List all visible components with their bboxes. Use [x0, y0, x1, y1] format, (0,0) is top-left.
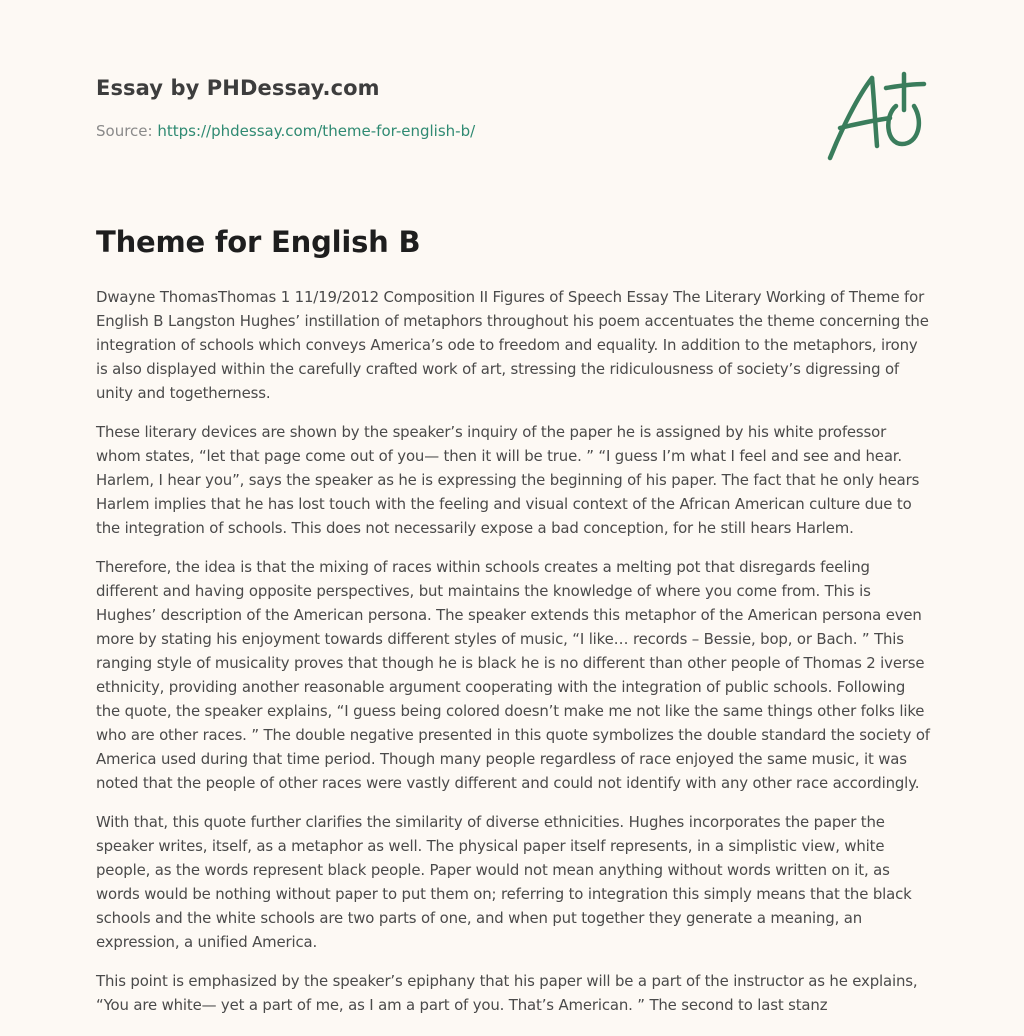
- source-link[interactable]: https://phdessay.com/theme-for-english-b/: [157, 122, 476, 140]
- page-header: [96, 76, 796, 140]
- paragraph: This point is emphasized by the speaker’s epiphany that his paper will be a part of the instructor as he explains, “You are white— yet a part of me, as I am a part of you. That’s American. ” The second to last stanz: [96, 972, 918, 1014]
- paragraph: Therefore, the idea is that the mixing of races within schools creates a melting pot that disregards feeling different and having opposite perspectives, but maintains the knowledge of where you come from. This is Hughes’ description of the American persona. The speaker extends this metaphor of the American persona even more by stating his enjoyment towards different styles of music, “I like… records – Bessie, bop, or Bach. ” This ranging style of musicality proves that though he is black he is no different than other people of Thomas 2 iverse ethnicity, providing another reasonable argument cooperating with the integration of public schools. Following the quote, the speaker explains, “I guess being colored doesn’t make me not like the same things other folks like who are other races. ” The double negative presented in this quote symbolizes the double standard the society of America used during that time period. Though many people regardless of race enjoyed the same music, it was noted that the people of other races were vastly different and could not identify with any other race accordingly.: [96, 558, 930, 792]
- paragraph: These literary devices are shown by the speaker’s inquiry of the paper he is assigned by his white professor whom states, “let that page come out of you— then it will be true. ” “I guess I’m what I feel and see and hear. Harlem, I hear you”, says the speaker as he is expressing the beginning of his paper. The fact that he only hears Harlem implies that he has lost touch with the feeling and visual context of the African American culture due to the integration of schools. This does not necessarily expose a bad conception, for he still hears Harlem.: [96, 423, 920, 537]
- article-title: Theme for English B: [96, 225, 421, 259]
- paragraph: With that, this quote further clarifies the similarity of diverse ethnicities. Hughes incorporates the paper the speaker writes, itself, as a metaphor as well. The physical paper itself represents, in a simplistic view, white people, as the words represent black people. Paper would not mean anything without words written on it, as words would be nothing without paper to put them on; referring to integration this simply means that the black schools and the white schools are two parts of one, and when put together they generate a meaning, an expression, a unified America.: [96, 813, 912, 951]
- brand-title: Essay by PHDessay.com: [96, 76, 380, 100]
- article-body: [96, 285, 932, 1032]
- a-plus-grade-icon: [820, 66, 930, 166]
- source-label: Source:: [96, 122, 158, 140]
- paragraph: Dwayne ThomasThomas 1 11/19/2012 Composition II Figures of Speech Essay The Literary Working of Theme for English B Langston Hughes’ instillation of metaphors throughout his poem accentuates the theme concerning the integration of schools which conveys America’s ode to freedom and equality. In addition to the metaphors, irony is also displayed within the carefully crafted work of art, stressing the ridiculousness of society’s digressing of unity and togetherness.: [96, 288, 929, 402]
- source-line: [96, 122, 796, 140]
